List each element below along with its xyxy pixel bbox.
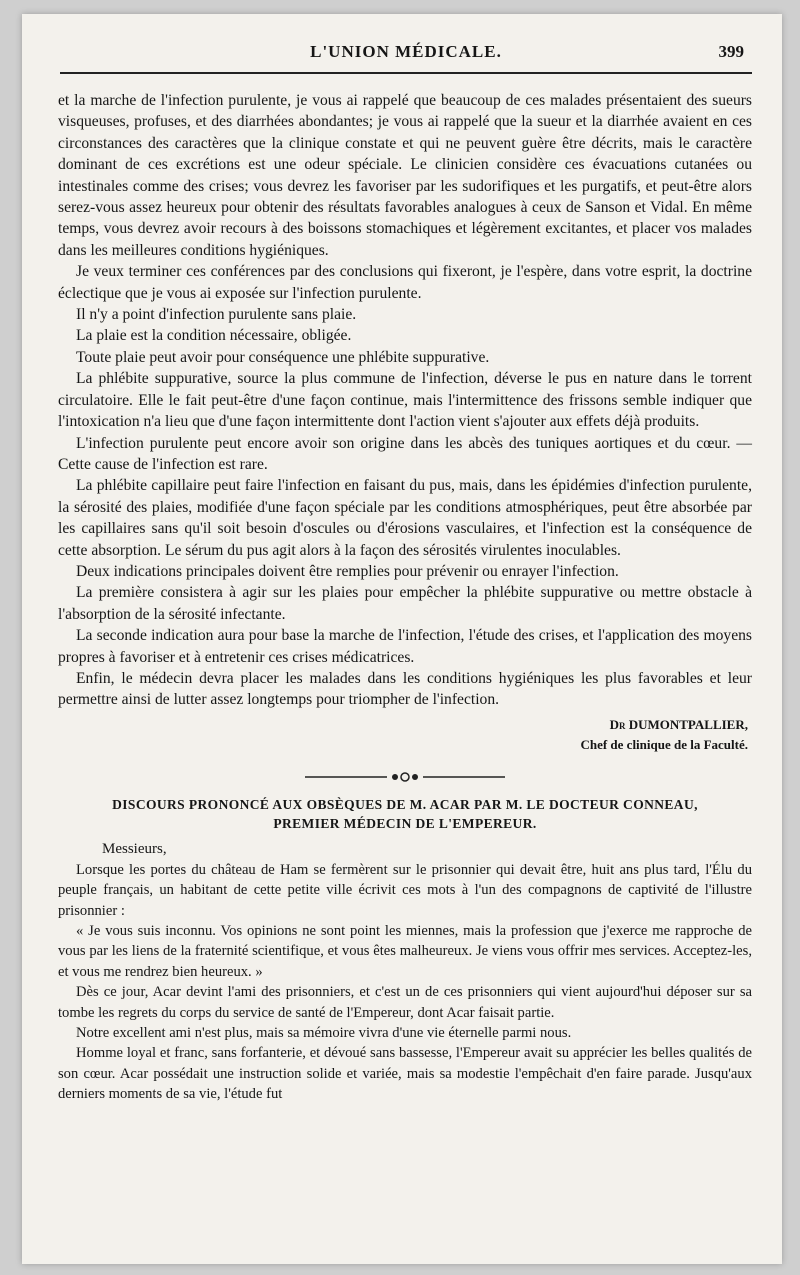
paragraph: Notre excellent ami n'est plus, mais sa mémoire vivra d'une vie éternelle parmi nous. [76,1025,572,1042]
journal-title: L'UNION MÉDICALE. [310,42,502,61]
paragraph: « Je vous suis inconnu. Vos opinions ne sont point les miennes, mais la profession que j'exerce me rapproche de vous par les liens de la fraternité scientifique, et vous êtes malheureux. Je viens vous offrir mes services. Acceptez-les, et vous me rendrez bien heureux. » [58,923,752,980]
paragraph: Il n'y a point d'infection purulente sans plaie. [76,306,357,324]
journal-page [22,14,782,1264]
paragraph: L'infection purulente peut encore avoir son origine dans les abcès des tuniques aortiques et du cœur. — Cette cause de l'infection est rare. [58,434,752,473]
section-title [58,795,752,833]
section-title-line: DISCOURS PRONONCÉ AUX OBSÈQUES DE M. ACAR PAR M. LE DOCTEUR CONNEAU, [112,796,698,812]
paragraph: La phlébite capillaire peut faire l'infection en faisant du pus, mais, dans les épidémies d'infection purulente, la sérosité des plaies, modifiée d'une façon spéciale par les conditions atmosphériques, peut être absorbée par les capillaires sans qu'il soit besoin d'oscules ou d'érosions vasculaires, et l'infection est la conséquence de cette absorption. Le sérum du pus agit alors à la façon des sérosités virulentes inoculables. [58,477,752,559]
paragraph: La première consistera à agir sur les plaies pour empêcher la phlébite suppurative ou mettre obstacle à l'absorption de la sérosité infectante. [58,584,752,623]
paragraph: Lorsque les portes du château de Ham se fermèrent sur le prisonnier qui devait être, huit ans plus tard, l'Élu du peuple français, un habitant de cette petite ville écrivit ces mots à l'un des compagnons de captivité de l'illustre prisonnier : [58,861,752,919]
paragraph: Homme loyal et franc, sans forfanterie, et dévoué sans bassesse, l'Empereur avait su apprécier les belles qualités de son cœur. Acar possédait une instruction solide et variée, mais sa modestie l'empêchait d'en faire parade. Jusqu'aux derniers moments de sa vie, l'étude fut [58,1045,752,1103]
paragraph: La seconde indication aura pour base la marche de l'infection, l'étude des crises, et l'application des moyens propres à favoriser et à entretenir ces crises médicatrices. [58,627,752,666]
paragraph: et la marche de l'infection purulente, je vous ai rappelé que beaucoup de ces malades présentaient des sueurs visqueuses, profuses, et des diarrhées abondantes; je vous ai rappelé que la sueur et la diarrhée avaient en ces circonstances des caractères que la clinique constate et qui ne peuvent guère être décrits, mais le caractère dominant de ces excrétions est une odeur spéciale. Le clinicien considère ces évacuations cutanées ou intestinales comme des crises; vous devrez les favoriser par les sudorifiques et les purgatifs, et peut-être alors serez-vous assez heureux pour obtenir des résultats favorables analogues à ceux de Sanson et Vidal. En même temps, vous devrez avoir recours à des boissons stomachiques et légèrement excitantes, et placer vos malades dans les meilleures conditions hygiéniques. [58,92,752,259]
header-rule [60,72,752,74]
author-name: Dr DUMONTPALLIER, [609,716,748,732]
page-number: 399 [718,42,744,61]
paragraph: Je veux terminer ces conférences par des conclusions qui fixeront, je l'espère, dans votre esprit, la doctrine éclectique que je vous ai exposée sur l'infection purulente. [58,263,752,302]
ornament-icon [305,771,505,783]
ornamental-divider [295,771,515,783]
paragraph: La plaie est la condition nécessaire, obligée. [76,327,352,345]
paragraph: La phlébite suppurative, source la plus commune de l'infection, déverse le pus en nature dans le torrent circulatoire. Elle le fait peut-être d'une façon continue, mais l'intermittence des frissons semble indiquer que l'intoxication n'a lieu que d'une façon intermittente dont l'action vient s'ajouter aux effets déjà produits. [58,370,752,431]
paragraph: Deux indications principales doivent être remplies pour prévenir ou enrayer l'infection. [76,562,619,580]
paragraph: Toute plaie peut avoir pour conséquence une phlébite suppurative. [76,348,490,366]
salutation: Messieurs, [102,840,167,857]
discours-text [58,860,752,1105]
article-body [58,90,752,1105]
conclusion-text [58,90,752,711]
author-role: Chef de clinique de la Faculté. [580,736,748,752]
paragraph: Dès ce jour, Acar devint l'ami des prisonniers, et c'est un de ces prisonniers qui vient aujourd'hui déposer sur sa tombe les regrets du corps du service de santé de l'Empereur, dont Acar faisait partie. [58,984,752,1021]
paragraph: Enfin, le médecin devra placer les malades dans les conditions hygiéniques les plus favorables et leur permettre ainsi de lutter assez longtemps pour triompher de l'infection. [58,669,752,709]
page-header [60,36,752,68]
author-signature [58,715,752,755]
section-title-line: PREMIER MÉDECIN DE L'EMPEREUR. [273,815,537,831]
